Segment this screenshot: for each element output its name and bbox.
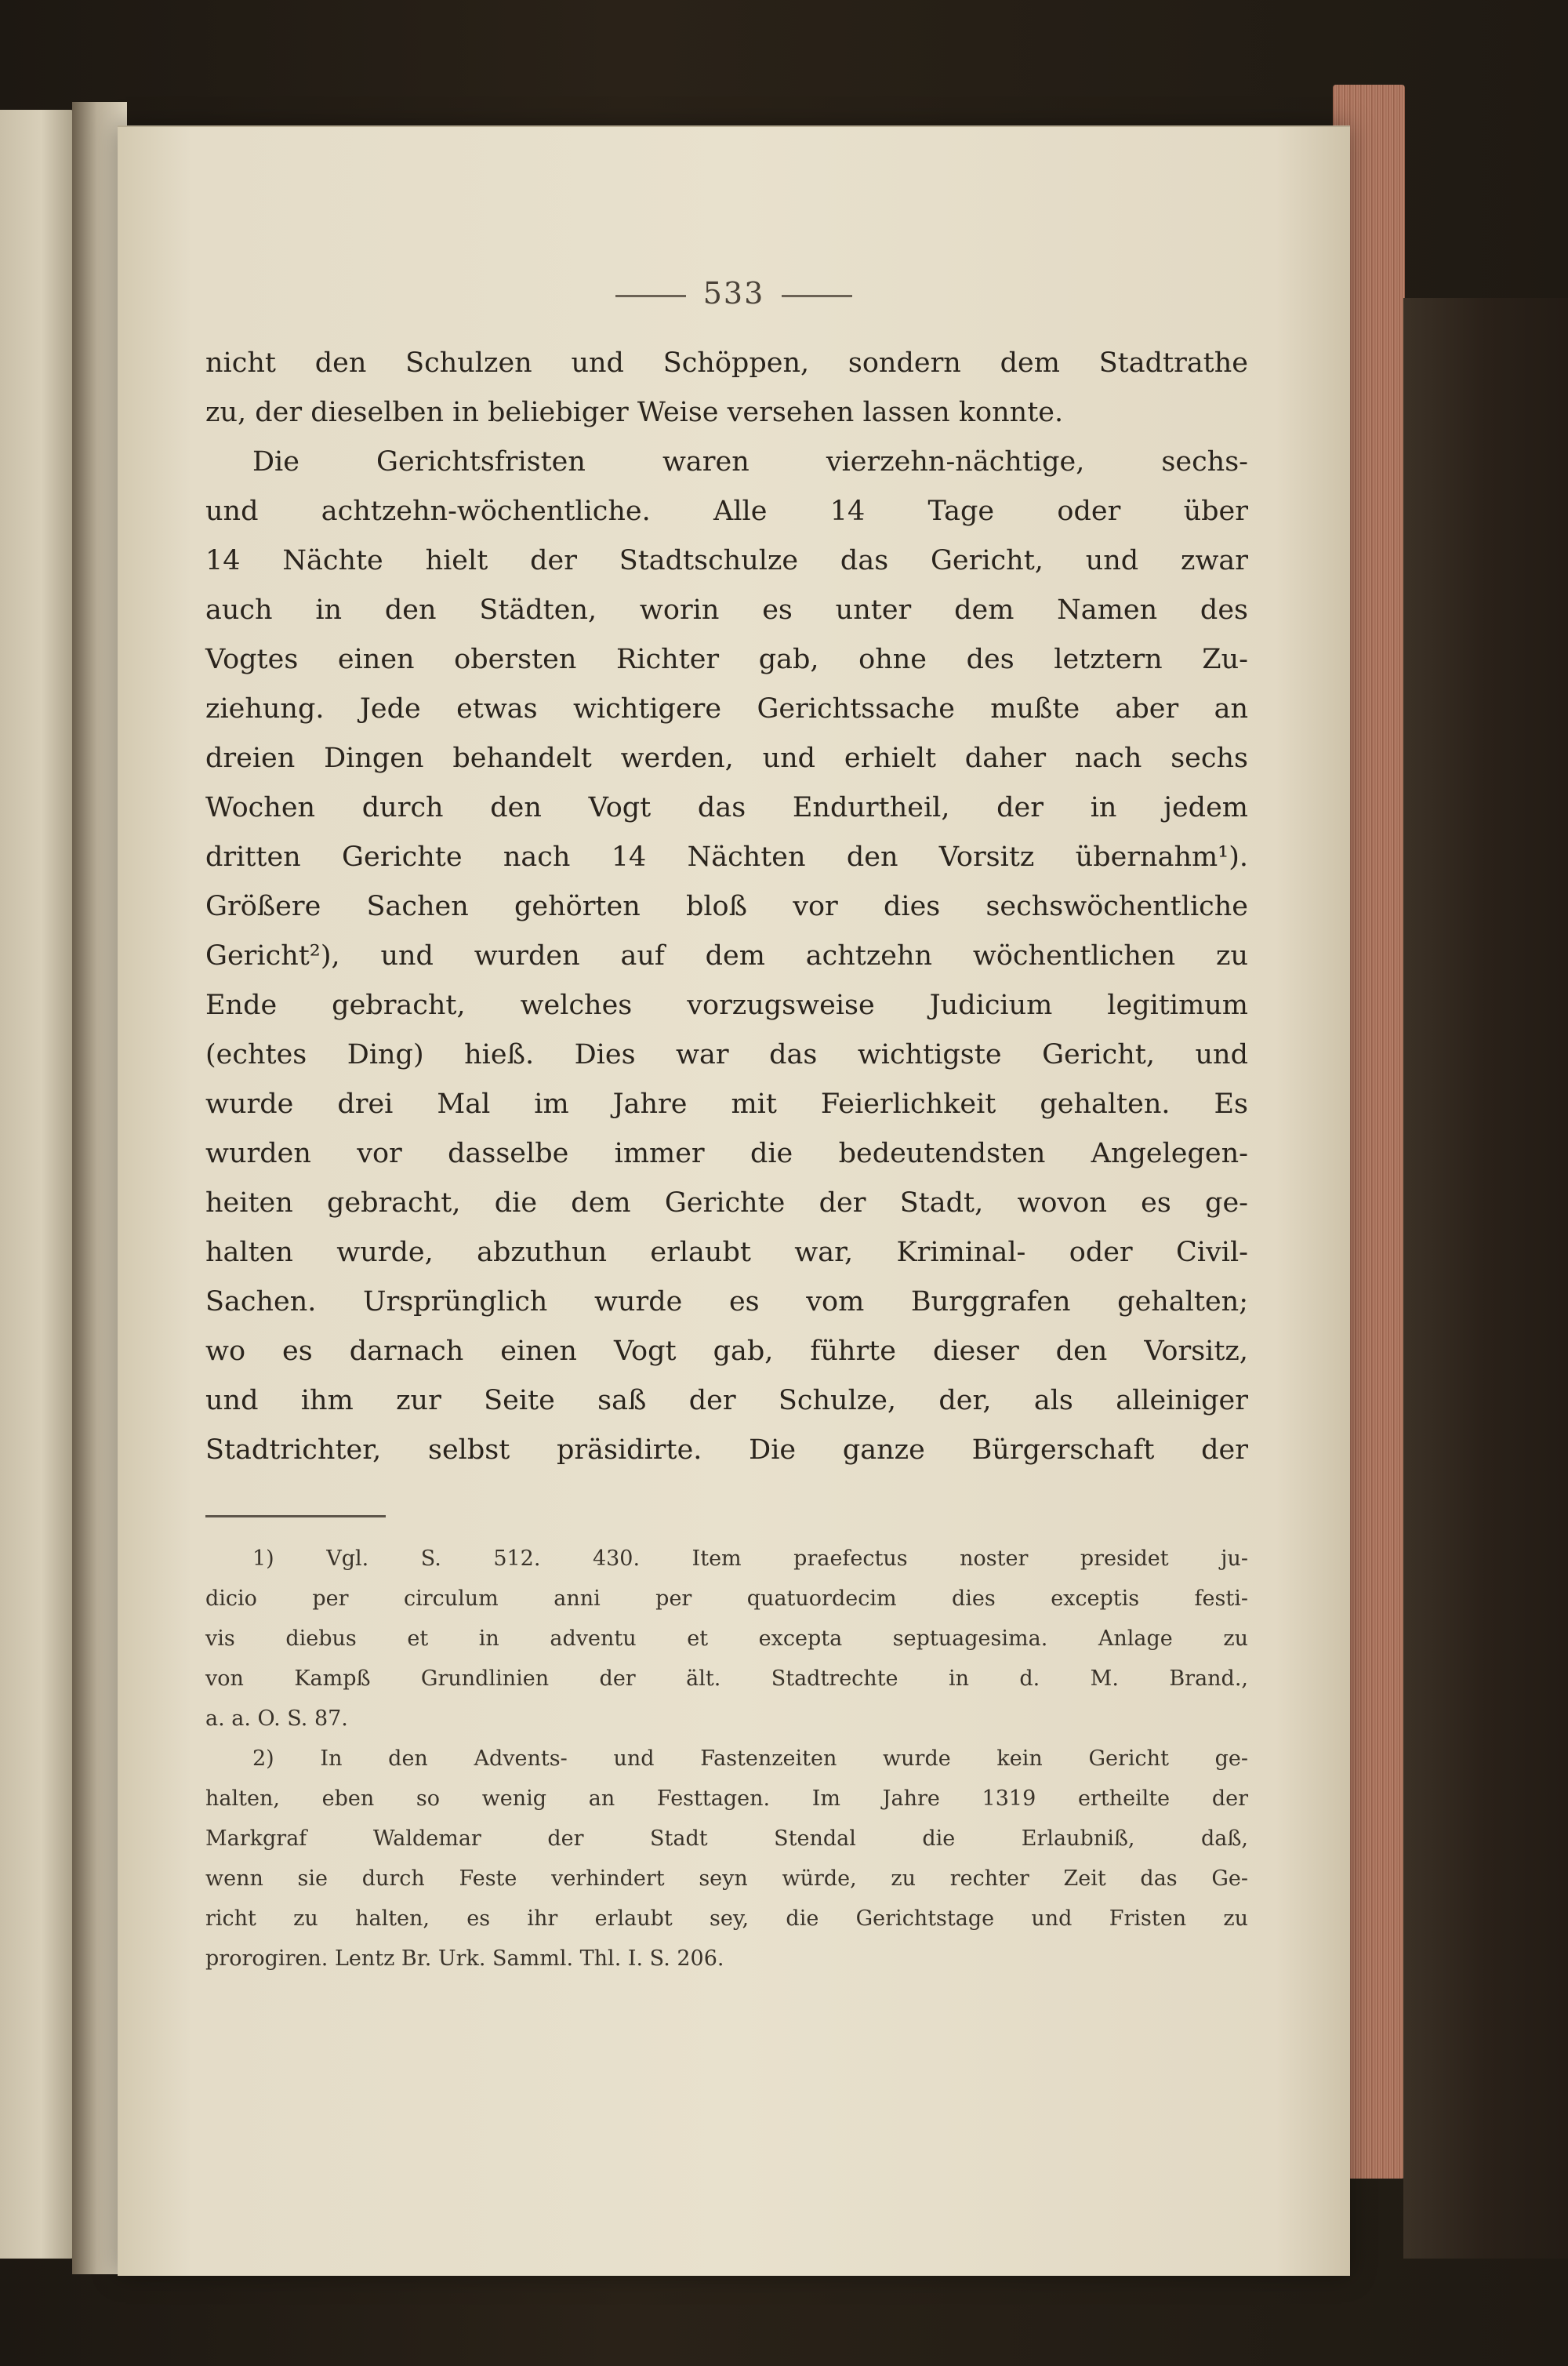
body-line: auch in den Städten, worin es unter dem Namen des <box>205 594 1248 626</box>
footnote-line: wenn sie durch Feste verhindert seyn würde, zu rechter Zeit das Ge- <box>205 1866 1248 1891</box>
page-header <box>118 276 1350 311</box>
body-line: und ihm zur Seite saß der Schulze, der, als alleiniger <box>205 1385 1248 1416</box>
footnote-line: dicio per circulum anni per quatuordecim dies exceptis festi- <box>205 1586 1248 1611</box>
body-line: Ende gebracht, welches vorzugsweise Judicium legitimum <box>205 990 1248 1021</box>
body-line: wurden vor dasselbe immer die bedeutendsten Angelegen- <box>205 1138 1248 1169</box>
body-line: Wochen durch den Vogt das Endurtheil, der in jedem <box>205 792 1248 823</box>
footnote-line: von Kampß Grundlinien der ält. Stadtrechte in d. M. Brand., <box>205 1666 1248 1691</box>
footnote-line: vis diebus et in adventu et excepta septuagesima. Anlage zu <box>205 1626 1248 1651</box>
body-line: heiten gebracht, die dem Gerichte der Stadt, wovon es ge- <box>205 1187 1248 1219</box>
footnote-line: 2) In den Advents- und Fastenzeiten wurde kein Gericht ge- <box>252 1746 1248 1771</box>
body-line: (echtes Ding) hieß. Dies war das wichtigste Gericht, und <box>205 1039 1248 1070</box>
body-line: Vogtes einen obersten Richter gab, ohne des letztern Zu- <box>205 644 1248 675</box>
body-line: Größere Sachen gehörten bloß vor dies sechswöchentliche <box>205 891 1248 922</box>
footnote-line: prorogiren. Lentz Br. Urk. Samml. Thl. I. S. 206. <box>205 1946 724 1971</box>
body-line: ziehung. Jede etwas wichtigere Gerichtssache mußte aber an <box>205 693 1248 725</box>
footnote-line: richt zu halten, es ihr erlaubt sey, die Gerichtstage und Fristen zu <box>205 1906 1248 1931</box>
body-line: wurde drei Mal im Jahre mit Feierlichkeit gehalten. Es <box>205 1089 1248 1120</box>
body-line: Sachen. Ursprünglich wurde es vom Burggrafen gehalten; <box>205 1286 1248 1317</box>
footnote-line: halten, eben so wenig an Festtagen. Im Jahre 1319 ertheilte der <box>205 1786 1248 1811</box>
left-page-edge <box>0 110 75 2259</box>
body-line: und achtzehn-wöchentliche. Alle 14 Tage oder über <box>205 496 1248 527</box>
footnotes <box>205 1539 1248 1979</box>
body-text <box>205 339 1248 1475</box>
footnote-line: 1) Vgl. S. 512. 430. Item praefectus noster presidet ju- <box>252 1546 1248 1571</box>
header-dash-right <box>782 295 852 297</box>
page-number: 533 <box>702 276 765 311</box>
header-dash-left <box>615 295 686 297</box>
body-line: zu, der dieselben in beliebiger Weise versehen lassen konnte. <box>205 397 1064 428</box>
body-line: dreien Dingen behandelt werden, und erhielt daher nach sechs <box>205 743 1248 774</box>
body-line: halten wurde, abzuthun erlaubt war, Kriminal- oder Civil- <box>205 1237 1248 1268</box>
body-line: Gericht²), und wurden auf dem achtzehn wöchentlichen zu <box>205 940 1248 972</box>
footnote-line: Markgraf Waldemar der Stadt Stendal die Erlaubniß, daß, <box>205 1826 1248 1851</box>
body-line: Stadtrichter, selbst präsidirte. Die ganze Bürgerschaft der <box>205 1434 1248 1466</box>
body-line: 14 Nächte hielt der Stadtschulze das Gericht, und zwar <box>205 545 1248 576</box>
body-line: wo es darnach einen Vogt gab, führte dieser den Vorsitz, <box>205 1336 1248 1367</box>
body-line: nicht den Schulzen und Schöppen, sondern dem Stadtrathe <box>205 347 1248 379</box>
footnote-line: a. a. O. S. 87. <box>205 1706 348 1731</box>
cover-board <box>1403 298 1568 2259</box>
book-page <box>118 125 1350 2276</box>
body-line: dritten Gerichte nach 14 Nächten den Vorsitz übernahm¹). <box>205 841 1248 873</box>
body-line: Die Gerichtsfristen waren vierzehn-nächtige, sechs- <box>252 446 1248 478</box>
footnote-rule <box>205 1515 386 1517</box>
